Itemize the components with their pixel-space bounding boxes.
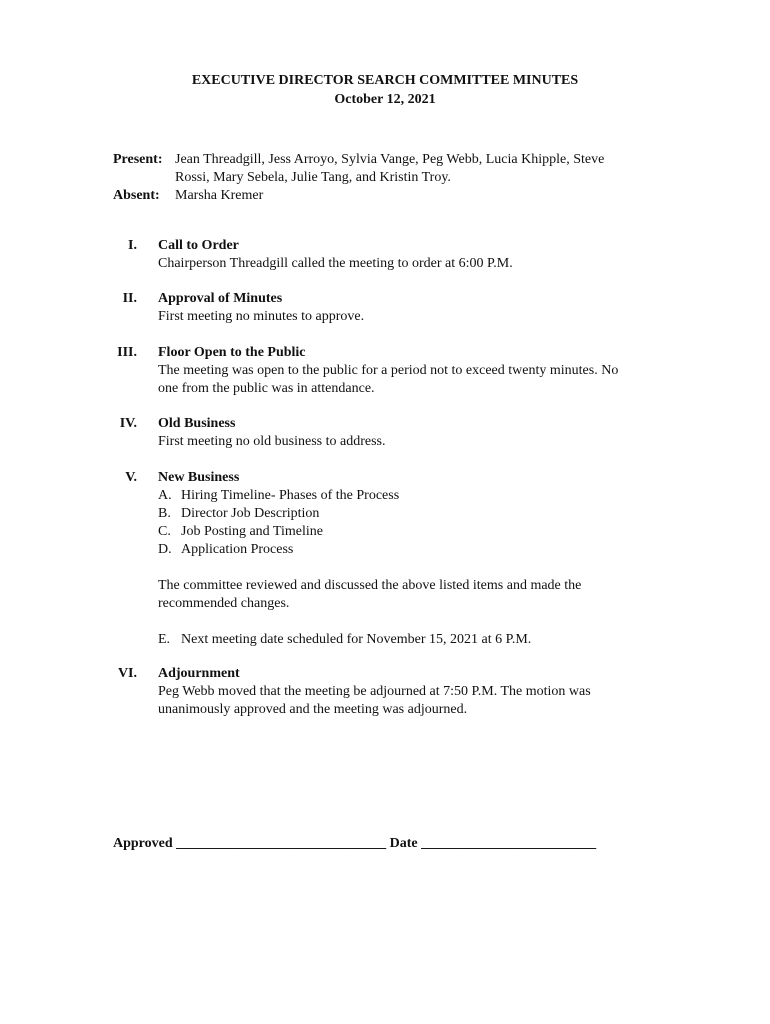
absent-row [113, 187, 673, 205]
discussion-paragraph [158, 577, 663, 613]
section-number: VI. [117, 666, 137, 681]
section-body [158, 237, 663, 273]
date-blank: _________________________ [421, 836, 597, 851]
title-line: EXECUTIVE DIRECTOR SEARCH COMMITTEE MINUTES [191, 73, 579, 88]
list-text: Director Job Description [181, 506, 320, 521]
absent-label: Absent: [113, 188, 160, 203]
section-heading: Call to Order [158, 238, 239, 253]
list-letter: D. [158, 542, 172, 557]
list-text: Next meeting date scheduled for November 15, 2021 at 6 P.M. [181, 632, 532, 647]
list-text: Job Posting and Timeline [181, 524, 323, 539]
list-text: Application Process [181, 542, 294, 557]
signature-line [113, 835, 596, 853]
section-text: Peg Webb moved that the meeting be adjourned at 7:50 P.M. The motion was [158, 684, 591, 699]
paragraph-line: recommended changes. [158, 596, 290, 611]
list-letter: B. [158, 506, 171, 521]
present-names-line: Jean Threadgill, Jess Arroyo, Sylvia Vange, Peg Webb, Lucia Khipple, Steve [175, 152, 605, 167]
absent-names: Marsha Kremer [175, 188, 264, 203]
present-row [113, 151, 673, 187]
list-item [158, 541, 663, 559]
section-heading: Old Business [158, 416, 236, 431]
present-names [175, 151, 673, 187]
section-body [158, 415, 663, 451]
list-item [158, 505, 663, 523]
section-number: IV. [119, 416, 137, 431]
section-text: Chairperson Threadgill called the meeting to order at 6:00 P.M. [158, 256, 513, 271]
section-number: V. [125, 470, 137, 485]
list-item [158, 487, 663, 505]
section-heading: Adjournment [158, 666, 240, 681]
section-text: The meeting was open to the public for a period not to exceed twenty minutes. No [158, 363, 619, 378]
section-text: First meeting no old business to address. [158, 434, 386, 449]
list-item [158, 631, 663, 649]
approved-blank: ______________________________ [176, 836, 387, 851]
approved-label: Approved [113, 836, 173, 851]
list-letter: C. [158, 524, 171, 539]
meeting-date: October 12, 2021 [334, 92, 436, 107]
present-names-line: Rossi, Mary Sebela, Julie Tang, and Kristin Troy. [175, 170, 451, 185]
section-text: unanimously approved and the meeting was adjourned. [158, 702, 468, 717]
section-body [158, 290, 663, 326]
section-number: II. [122, 291, 137, 306]
date-label: Date [389, 836, 418, 851]
list-letter: E. [158, 632, 171, 647]
section-heading: New Business [158, 470, 240, 485]
present-label: Present: [113, 152, 163, 167]
section-body [158, 665, 663, 719]
list-letter: A. [158, 488, 172, 503]
section-heading: Approval of Minutes [158, 291, 283, 306]
list-text: Hiring Timeline- Phases of the Process [181, 488, 400, 503]
section-text: First meeting no minutes to approve. [158, 309, 365, 324]
section-number: III. [117, 345, 137, 360]
section-heading: Floor Open to the Public [158, 345, 306, 360]
list-item [158, 523, 663, 541]
section-body [158, 469, 663, 649]
attendance-block [113, 151, 673, 205]
section-number: I. [128, 238, 137, 253]
section-body [158, 344, 663, 398]
document-title [0, 71, 770, 109]
paragraph-line: The committee reviewed and discussed the above listed items and made the [158, 578, 582, 593]
section-text: one from the public was in attendance. [158, 381, 375, 396]
